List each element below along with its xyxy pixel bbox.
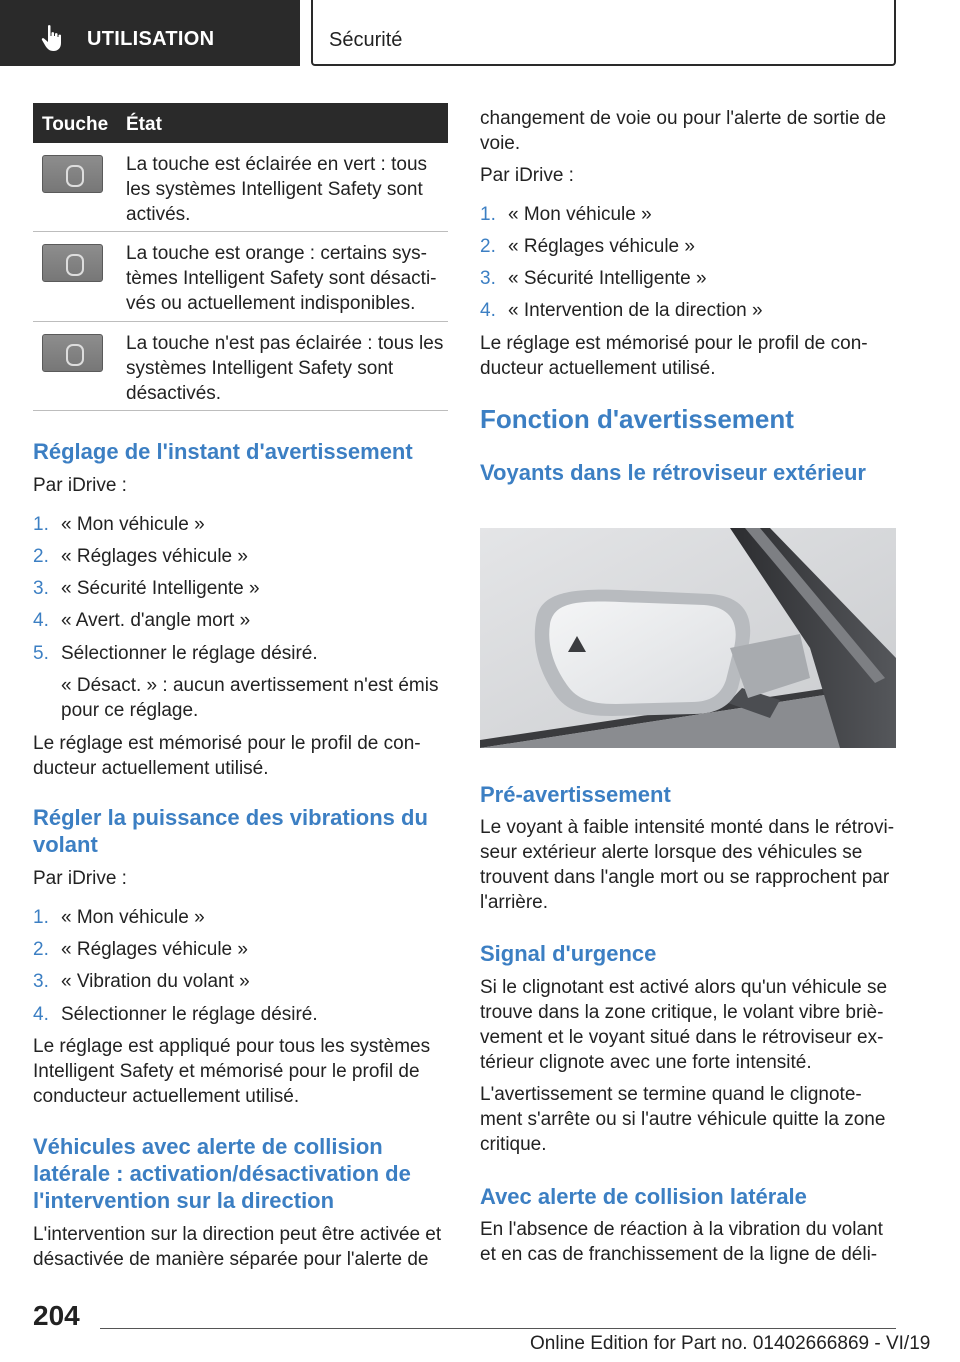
safety-button-icon bbox=[42, 244, 103, 282]
footer-edition: Online Edition for Part no. 01402666869 - VI/19 bbox=[530, 1333, 931, 1354]
hand-pointer-icon bbox=[40, 24, 66, 52]
header-section-tab bbox=[0, 0, 300, 66]
heading-warning-function: Fonction d'avertissement bbox=[480, 404, 794, 434]
paragraph: Le voyant à faible intensité monté dans le rétroviseur extérieur alerte lorsque des véhicules se trouvent dans l'angle mort ou se rapprochent par l'arrière. bbox=[480, 817, 895, 913]
header-chapter-box bbox=[311, 0, 896, 66]
side-mirror-image bbox=[480, 528, 896, 748]
heading-warning-time: Réglage de l'instant d'avertissement bbox=[33, 439, 413, 464]
table-row bbox=[33, 232, 448, 322]
paragraph: Le réglage est mémorisé pour le profil de conducteur actuellement utilisé. bbox=[480, 333, 868, 379]
table-cell-state: La touche n'est pas éclairée : tous les systèmes Intelligent Safety sont désactivés. bbox=[126, 333, 444, 404]
paragraph: L'avertissement se termine quand le clignotement s'arrête ou si l'autre véhicule quitte la zone critique. bbox=[480, 1084, 886, 1155]
paragraph: L'intervention sur la direction peut être activée et désactivée de manière séparée pour l'alerte de bbox=[33, 1224, 442, 1270]
heading-side-collision: Véhicules avec alerte de collision latérale : activation/désactivation de l'intervention sur la direction bbox=[33, 1134, 411, 1213]
chapter-title: Sécurité bbox=[329, 29, 403, 51]
section-title: UTILISATION bbox=[87, 28, 215, 50]
table-row bbox=[33, 322, 448, 411]
heading-emergency: Signal d'urgence bbox=[480, 941, 657, 966]
table-row bbox=[33, 143, 448, 232]
footer-divider bbox=[100, 1328, 896, 1329]
idrive-label: Par iDrive : bbox=[33, 475, 127, 496]
paragraph: Le réglage est mémorisé pour le profil de conducteur actuellement utilisé. bbox=[33, 733, 421, 779]
paragraph: Si le clignotant est activé alors qu'un véhicule se trouve dans la zone critique, le volant vibre brièvement et le voyant situé dans le rétroviseur extérieur clignote avec une forte intensité. bbox=[480, 977, 888, 1073]
idrive-label: Par iDrive : bbox=[480, 165, 574, 186]
table-header-key: Touche bbox=[42, 114, 109, 135]
paragraph: Le réglage est appliqué pour tous les systèmes Intelligent Safety et mémorisé pour le profil de conducteur actuellement utilisé. bbox=[33, 1036, 431, 1107]
heading-side-alert: Avec alerte de collision latérale bbox=[480, 1184, 807, 1209]
paragraph: En l'absence de réaction à la vibration du volant et en cas de franchissement de la ligne de déli- bbox=[480, 1219, 883, 1265]
heading-vibration: Régler la puissance des vibrations du volant bbox=[33, 805, 428, 857]
table-header-state: État bbox=[126, 114, 162, 135]
paragraph: changement de voie ou pour l'alerte de sortie de voie. bbox=[480, 108, 887, 154]
table-cell-state: La touche est orange : certains systèmes Intelligent Safety sont désactivés ou actuellement indisponibles. bbox=[126, 243, 437, 314]
side-mirror-illustration bbox=[480, 528, 896, 748]
table-header bbox=[33, 103, 448, 143]
idrive-label: Par iDrive : bbox=[33, 868, 127, 889]
list-note: « Désact. » : aucun avertissement n'est émis pour ce réglage. bbox=[61, 675, 439, 721]
heading-pre-warning: Pré-avertissement bbox=[480, 782, 671, 807]
heading-mirror: Voyants dans le rétroviseur extérieur bbox=[480, 460, 866, 485]
table-cell-state: La touche est éclairée en vert : tous les systèmes Intelligent Safety sont activés. bbox=[126, 154, 428, 225]
safety-button-icon bbox=[42, 155, 103, 193]
page-number: 204 bbox=[33, 1300, 80, 1331]
button-state-table bbox=[33, 103, 448, 411]
safety-button-icon bbox=[42, 334, 103, 372]
